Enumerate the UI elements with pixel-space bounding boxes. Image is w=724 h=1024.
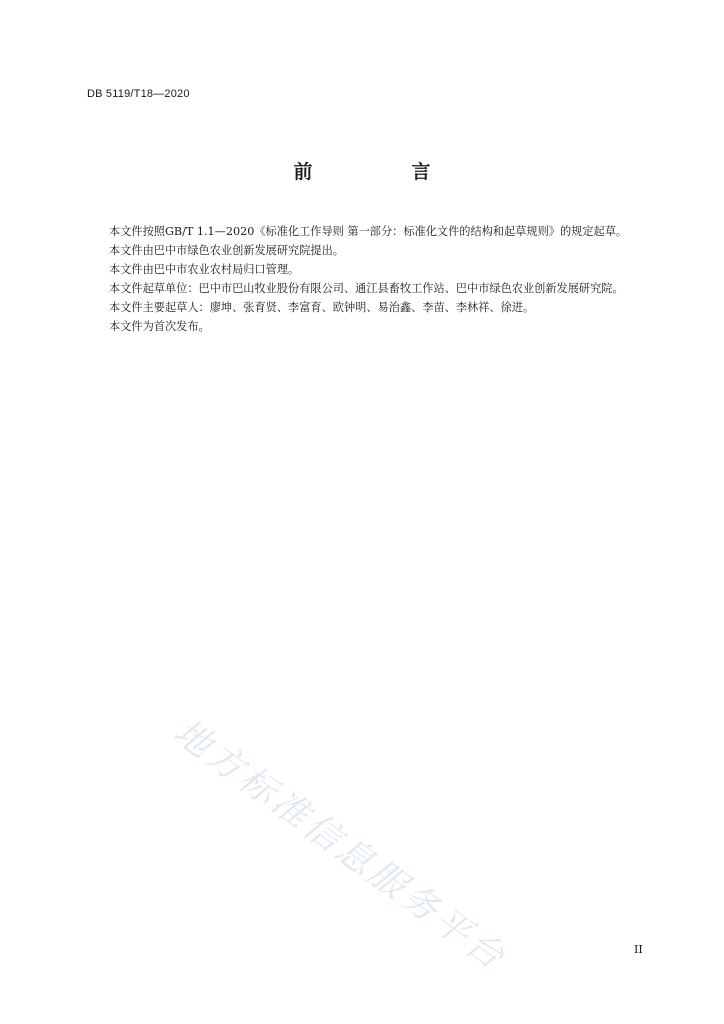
paragraph-proposer: 本文件由巴中市绿色农业创新发展研究院提出。 — [109, 244, 344, 257]
paragraph-drafters: 本文件主要起草人：廖坤、张育贤、李富育、欧钟明、易治鑫、李苗、李林祥、徐进。 — [109, 301, 535, 314]
foreword-body — [87, 222, 659, 336]
paragraph-first-release: 本文件为首次发布。 — [109, 320, 210, 333]
document-code: DB 5119/T18—2020 — [87, 88, 190, 100]
page-number: II — [634, 943, 643, 956]
page-title: 前 言 — [293, 161, 471, 183]
paragraph-drafting-units: 本文件起草单位：巴中市巴山牧业股份有限公司、通江县畜牧工作站、巴中市绿色农业创新发展研究院。 — [109, 282, 624, 295]
paragraph-drafting-rules: 本文件按照GB/T 1.1—2020《标准化工作导则 第一部分：标准化文件的结构和起草规则》的规定起草。 — [109, 225, 628, 238]
watermark: 地方标准信息服务平台 — [166, 711, 514, 980]
paragraph-administration: 本文件由巴中市农业农村局归口管理。 — [109, 263, 300, 276]
